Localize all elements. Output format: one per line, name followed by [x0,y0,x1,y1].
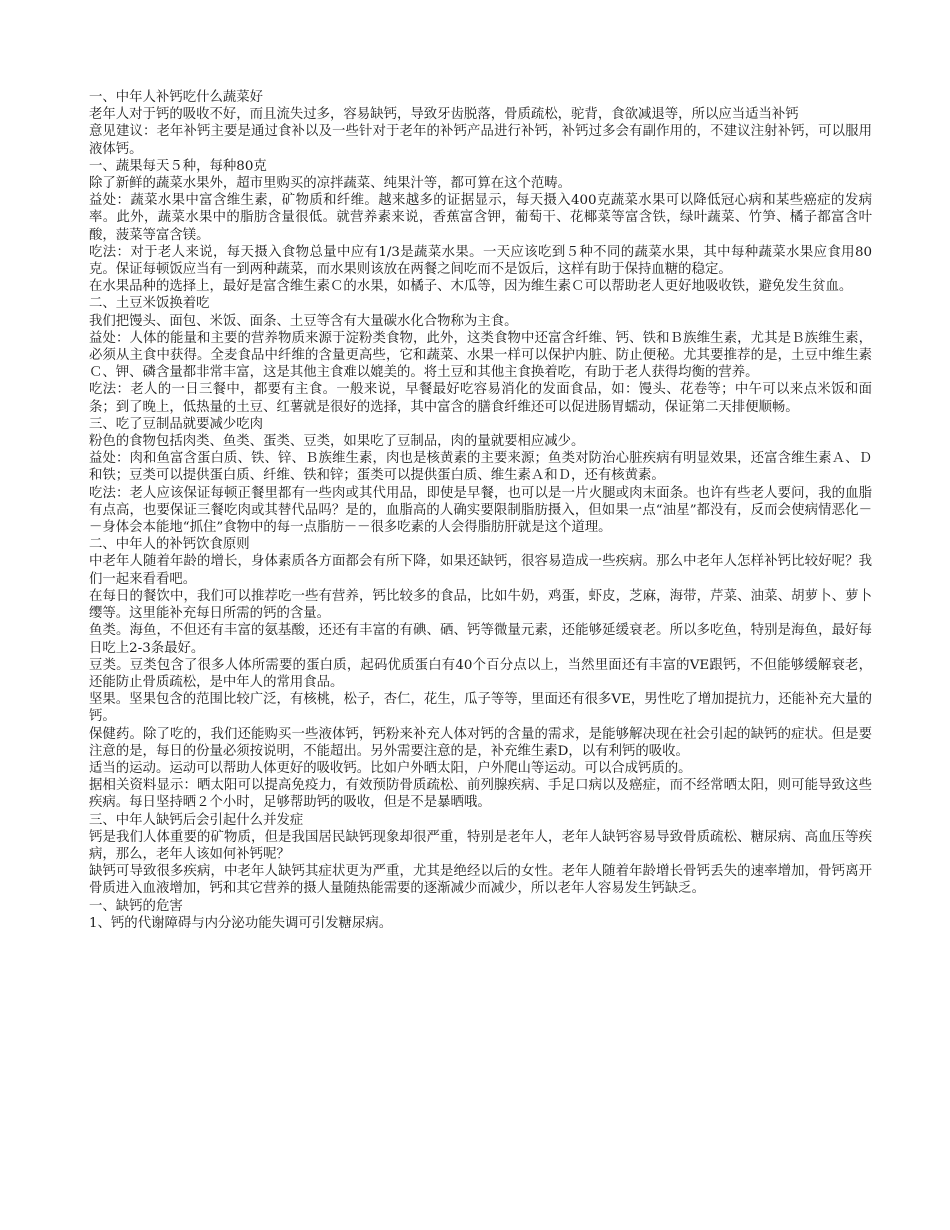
paragraph: 益处：肉和鱼富含蛋白质、铁、锌、Ｂ族维生素，肉也是核黄素的主要来源；鱼类对防治心脏疾病有明显效果，还富含维生素Ａ、Ｄ和铁；豆类可以提供蛋白质、纤维、铁和锌；蛋类可以提供蛋白质、维生素Ａ和Ｄ，还有核黄素。 [89,451,872,484]
section-heading: 三、中年人缺钙后会引起什么并发症 [89,812,304,828]
paragraph: 钙是我们人体重要的矿物质，但是我国居民缺钙现象却很严重，特别是老年人，老年人缺钙容易导致骨质疏松、糖尿病、高血压等疾病，那么，老年人该如何补钙呢？ [89,829,872,862]
paragraph: 益处：人体的能量和主要的营养物质来源于淀粉类食物，此外，这类食物中还富含纤维、钙、铁和Ｂ族维生素，尤其是Ｂ族维生素，必须从主食中获得。全麦食品中纤维的含量更高些，它和蔬菜、水果一样可以保护内脏、防止便秘。尤其要推荐的是，土豆中维生素Ｃ、钾、磷含量都非常丰富，这是其他主食难以媲美的。将土豆和其他主食换着吃，有助于老人获得均衡的营养。 [89,330,872,381]
section-heading: 一、缺钙的危害 [89,898,183,914]
article-body [89,89,872,932]
paragraph: 除了新鲜的蔬菜水果外，超市里购买的凉拌蔬菜、纯果汁等，都可算在这个范畴。 [89,176,572,192]
section-heading: 一、蔬果每天５种，每种80克 [89,158,267,174]
paragraph: 缺钙可导致很多疾病，中老年人缺钙其症状更为严重，尤其是绝经以后的女性。老年人随着年龄增长骨钙丢失的速率增加，骨钙离开骨质进入血液增加，钙和其它营养的摄人量随热能需要的逐渐减少而减少，所以老年人容易发生钙缺乏。 [89,864,872,897]
paragraph: 适当的运动。运动可以帮助人体更好的吸收钙。比如户外晒太阳，户外爬山等运动。可以合成钙质的。 [89,760,692,776]
paragraph: 我们把馒头、面包、米饭、面条、土豆等含有大量碳水化合物称为主食。 [89,313,518,329]
paragraph: 保健药。除了吃的，我们还能购买一些液体钙，钙粉来补充人体对钙的含量的需求，是能够解决现在社会引起的缺钙的症状。但是要注意的是，每日的份量必须按说明，不能超出。另外需要注意的是，补充维生素D，以有利钙的吸收。 [89,726,872,759]
paragraph: 1、钙的代谢障碍与内分泌功能失调可引发糖尿病。 [89,915,393,931]
paragraph: 在每日的餐饮中，我们可以推荐吃一些有营养，钙比较多的食品，比如牛奶，鸡蛋，虾皮，芝麻，海带，芹菜、油菜、胡萝卜、萝卜缨等。这里能补充每日所需的钙的含量。 [89,588,872,622]
paragraph: 豆类。豆类包含了很多人体所需要的蛋白质，起码优质蛋白有40个百分点以上，当然里面还有丰富的VE跟钙，不但能够缓解衰老，还能防止骨质疏松，是中年人的常用食品。 [89,657,872,690]
paragraph: 据相关资料显示：晒太阳可以提高免疫力，有效预防骨质疏松、前列腺疾病、手足口病以及癌症，而不经常晒太阳，则可能导致这些疾病。每日坚持晒２个小时，足够帮助钙的吸收，但是不是暴晒哦。 [89,778,872,811]
paragraph: 意见建议：老年补钙主要是通过食补以及一些针对于老年的补钙产品进行补钙，补钙过多会有副作用的，不建议注射补钙，可以服用液体钙。 [89,124,872,157]
section-heading: 三、吃了豆制品就要减少吃肉 [89,416,264,432]
paragraph: 益处：蔬菜水果中富含维生素，矿物质和纤维。越来越多的证据显示，每天摄入400克蔬菜水果可以降低冠心病和某些癌症的发病率。此外，蔬菜水果中的脂肪含量很低。就营养素来说，香蕉富含钾，葡萄干、花椰菜等富含铁，绿叶蔬菜、竹笋、橘子都富含叶酸，菠菜等富含镁。 [89,193,872,243]
paragraph: 吃法：对于老人来说，每天摄入食物总量中应有1/3是蔬菜水果。一天应该吃到５种不同的蔬菜水果，其中每种蔬菜水果应食用80克。保证每顿饭应当有一到两种蔬菜，而水果则该放在两餐之间吃而不是饭后，这样有助于保持血糖的稳定。 [89,244,872,278]
paragraph: 吃法：老人应该保证每顿正餐里都有一些肉或其代用品，即使是早餐，也可以是一片火腿或肉末面条。也许有些老人要问，我的血脂有点高，也要保证三餐吃肉或其替代品吗？是的，血脂高的人确实要限制脂肪摄入，但如果一点“油星”都没有，反而会使病情恶化－－身体会本能地“抓住”食物中的每一点脂肪－－很多吃素的人会得脂肪肝就是这个道理。 [89,485,872,536]
paragraph: 粉色的食物包括肉类、鱼类、蛋类、豆类，如果吃了豆制品，肉的量就要相应减少。 [89,434,585,450]
paragraph: 鱼类。海鱼，不但还有丰富的氨基酸，还还有丰富的有碘、硒、钙等微量元素，还能够延缓衰老。所以多吃鱼，特别是海鱼，最好每日吃上2-3条最好。 [89,623,872,656]
section-heading: 二、土豆米饭换着吃 [89,296,210,312]
paragraph: 坚果。坚果包含的范围比较广泛，有核桃，松子，杏仁，花生，瓜子等等，里面还有很多VE，男性吃了增加提抗力，还能补充大量的钙。 [89,692,872,725]
section-heading: 二、中年人的补钙饮食原则 [89,537,250,553]
paragraph: 吃法：老人的一日三餐中，都要有主食。一般来说，早餐最好吃容易消化的发面食品，如：馒头、花卷等；中午可以来点米饭和面条；到了晚上，低热量的土豆、红薯就是很好的选择，其中富含的膳食纤维还可以促进肠胃蠕动，保证第二天排便顺畅。 [89,382,872,415]
section-heading: 一、中年人补钙吃什么蔬菜好 [89,90,264,105]
paragraph: 中老年人随着年龄的增长，身体素质各方面都会有所下降，如果还缺钙，很容易造成一些疾病。那么中老年人怎样补钙比较好呢？我们一起来看看吧。 [89,554,872,587]
paragraph: 在水果品种的选择上，最好是富含维生素Ｃ的水果，如橘子、木瓜等，因为维生素Ｃ可以帮助老人更好地吸收铁，避免发生贫血。 [89,279,853,295]
paragraph: 老年人对于钙的吸收不好，而且流失过多，容易缺钙，导致牙齿脱落，骨质疏松，驼背，食欲减退等，所以应当适当补钙 [89,107,799,123]
